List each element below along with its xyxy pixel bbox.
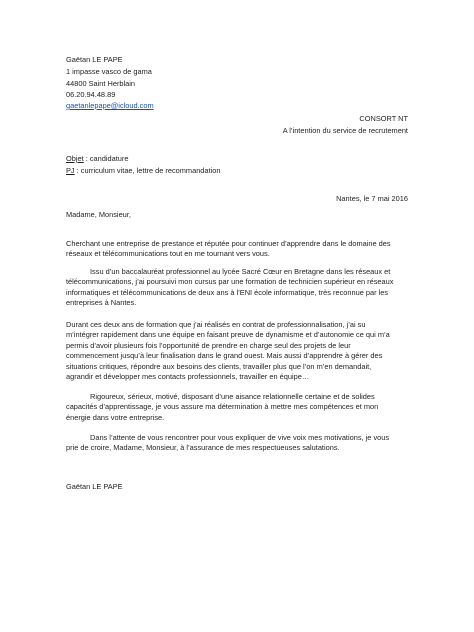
paragraph-education: [66, 267, 408, 309]
paragraph-line: situations critiques, répondre aux besoins des clients, travailler plus que l’on m’en demandait,: [66, 361, 372, 371]
paragraph-line: agrandir et développer mes contacts professionnels, travailler en équipe…: [66, 372, 310, 382]
paragraph-line: prie de croire, Madame, Monsieur, à l’assurance de mes respectueuses salutations.: [66, 443, 340, 453]
paragraph-line: télécommunications, j’ai poursuivi mon cursus par une formation de technicien supérieur en réseaux: [66, 277, 394, 287]
paragraph-line: permis d’avoir plusieurs fois l’opportunité de prendre en charge seul des projets de leur: [66, 340, 351, 350]
sender-name: Gaëtan LE PAPE: [66, 55, 123, 64]
paragraph-line: commencement jusqu’à leur finalisation dans le grand ouest. Mais aussi d’apprendre à gérer des: [66, 351, 383, 361]
sender-email-link[interactable]: gaetanlepape@icloud.com: [66, 101, 154, 110]
paragraph-line: réseaux et télécommunications tout en me tournant vers vous.: [66, 249, 270, 259]
paragraph-qualities: [66, 392, 408, 423]
paragraph-line: m’intégrer rapidement dans une équipe en faisant preuve de dynamisme et d’autonomie ce qui m’a: [66, 330, 390, 340]
paragraph-intro: [66, 239, 408, 260]
attachments-label: PJ: [66, 166, 75, 175]
signature: Gaëtan LE PAPE: [66, 482, 123, 491]
subject-line: [66, 154, 128, 164]
subject-value: : candidature: [83, 154, 129, 163]
attachments-value: : curriculum vitae, lettre de recommandation: [74, 166, 221, 175]
attachments-line: [66, 166, 220, 176]
paragraph-experience: [66, 320, 408, 382]
paragraph-closing: [66, 433, 408, 454]
sender-city: 44800 Saint Herblain: [66, 79, 136, 88]
sender-street: 1 impasse vasco de gama: [66, 67, 152, 76]
sender-phone: 06.20.94.48.89: [66, 90, 116, 99]
paragraph-line: entreprises à Nantes.: [66, 298, 137, 308]
paragraph-line: Durant ces deux ans de formation que j’ai réalisés en contrat de professionnalisation, j’ai su: [66, 320, 366, 329]
paragraph-line: Issu d’un baccalauréat professionnel au lycée Sacré Cœur en Bretagne dans les réseaux et: [90, 267, 391, 276]
paragraph-line: capacités d’apprentissage, je vous assure ma détermination à mettre mes compétences et mon: [66, 402, 379, 412]
recipient-company: CONSORT NT: [359, 114, 408, 123]
recipient-attention: A l’intention du service de recrutement: [282, 126, 408, 135]
paragraph-line: Dans l’attente de vous rencontrer pour vous expliquer de vive voix mes motivations, je vous: [90, 433, 390, 442]
paragraph-line: Rigoureux, sérieux, motivé, disposant d’une aisance relationnelle certaine et de solides: [90, 392, 375, 401]
salutation: Madame, Monsieur,: [66, 210, 131, 219]
paragraph-line: énergie dans votre entreprise.: [66, 412, 165, 422]
paragraph-line: Cherchant une entreprise de prestance et réputée pour continuer d’apprendre dans le domaine des: [66, 239, 391, 248]
paragraph-line: informatiques et télécommunications de deux ans à l’ENI école informatique, très reconnue par les: [66, 287, 389, 297]
date-line: Nantes, le 7 mai 2016: [336, 194, 408, 203]
subject-label: Objet: [66, 154, 84, 163]
